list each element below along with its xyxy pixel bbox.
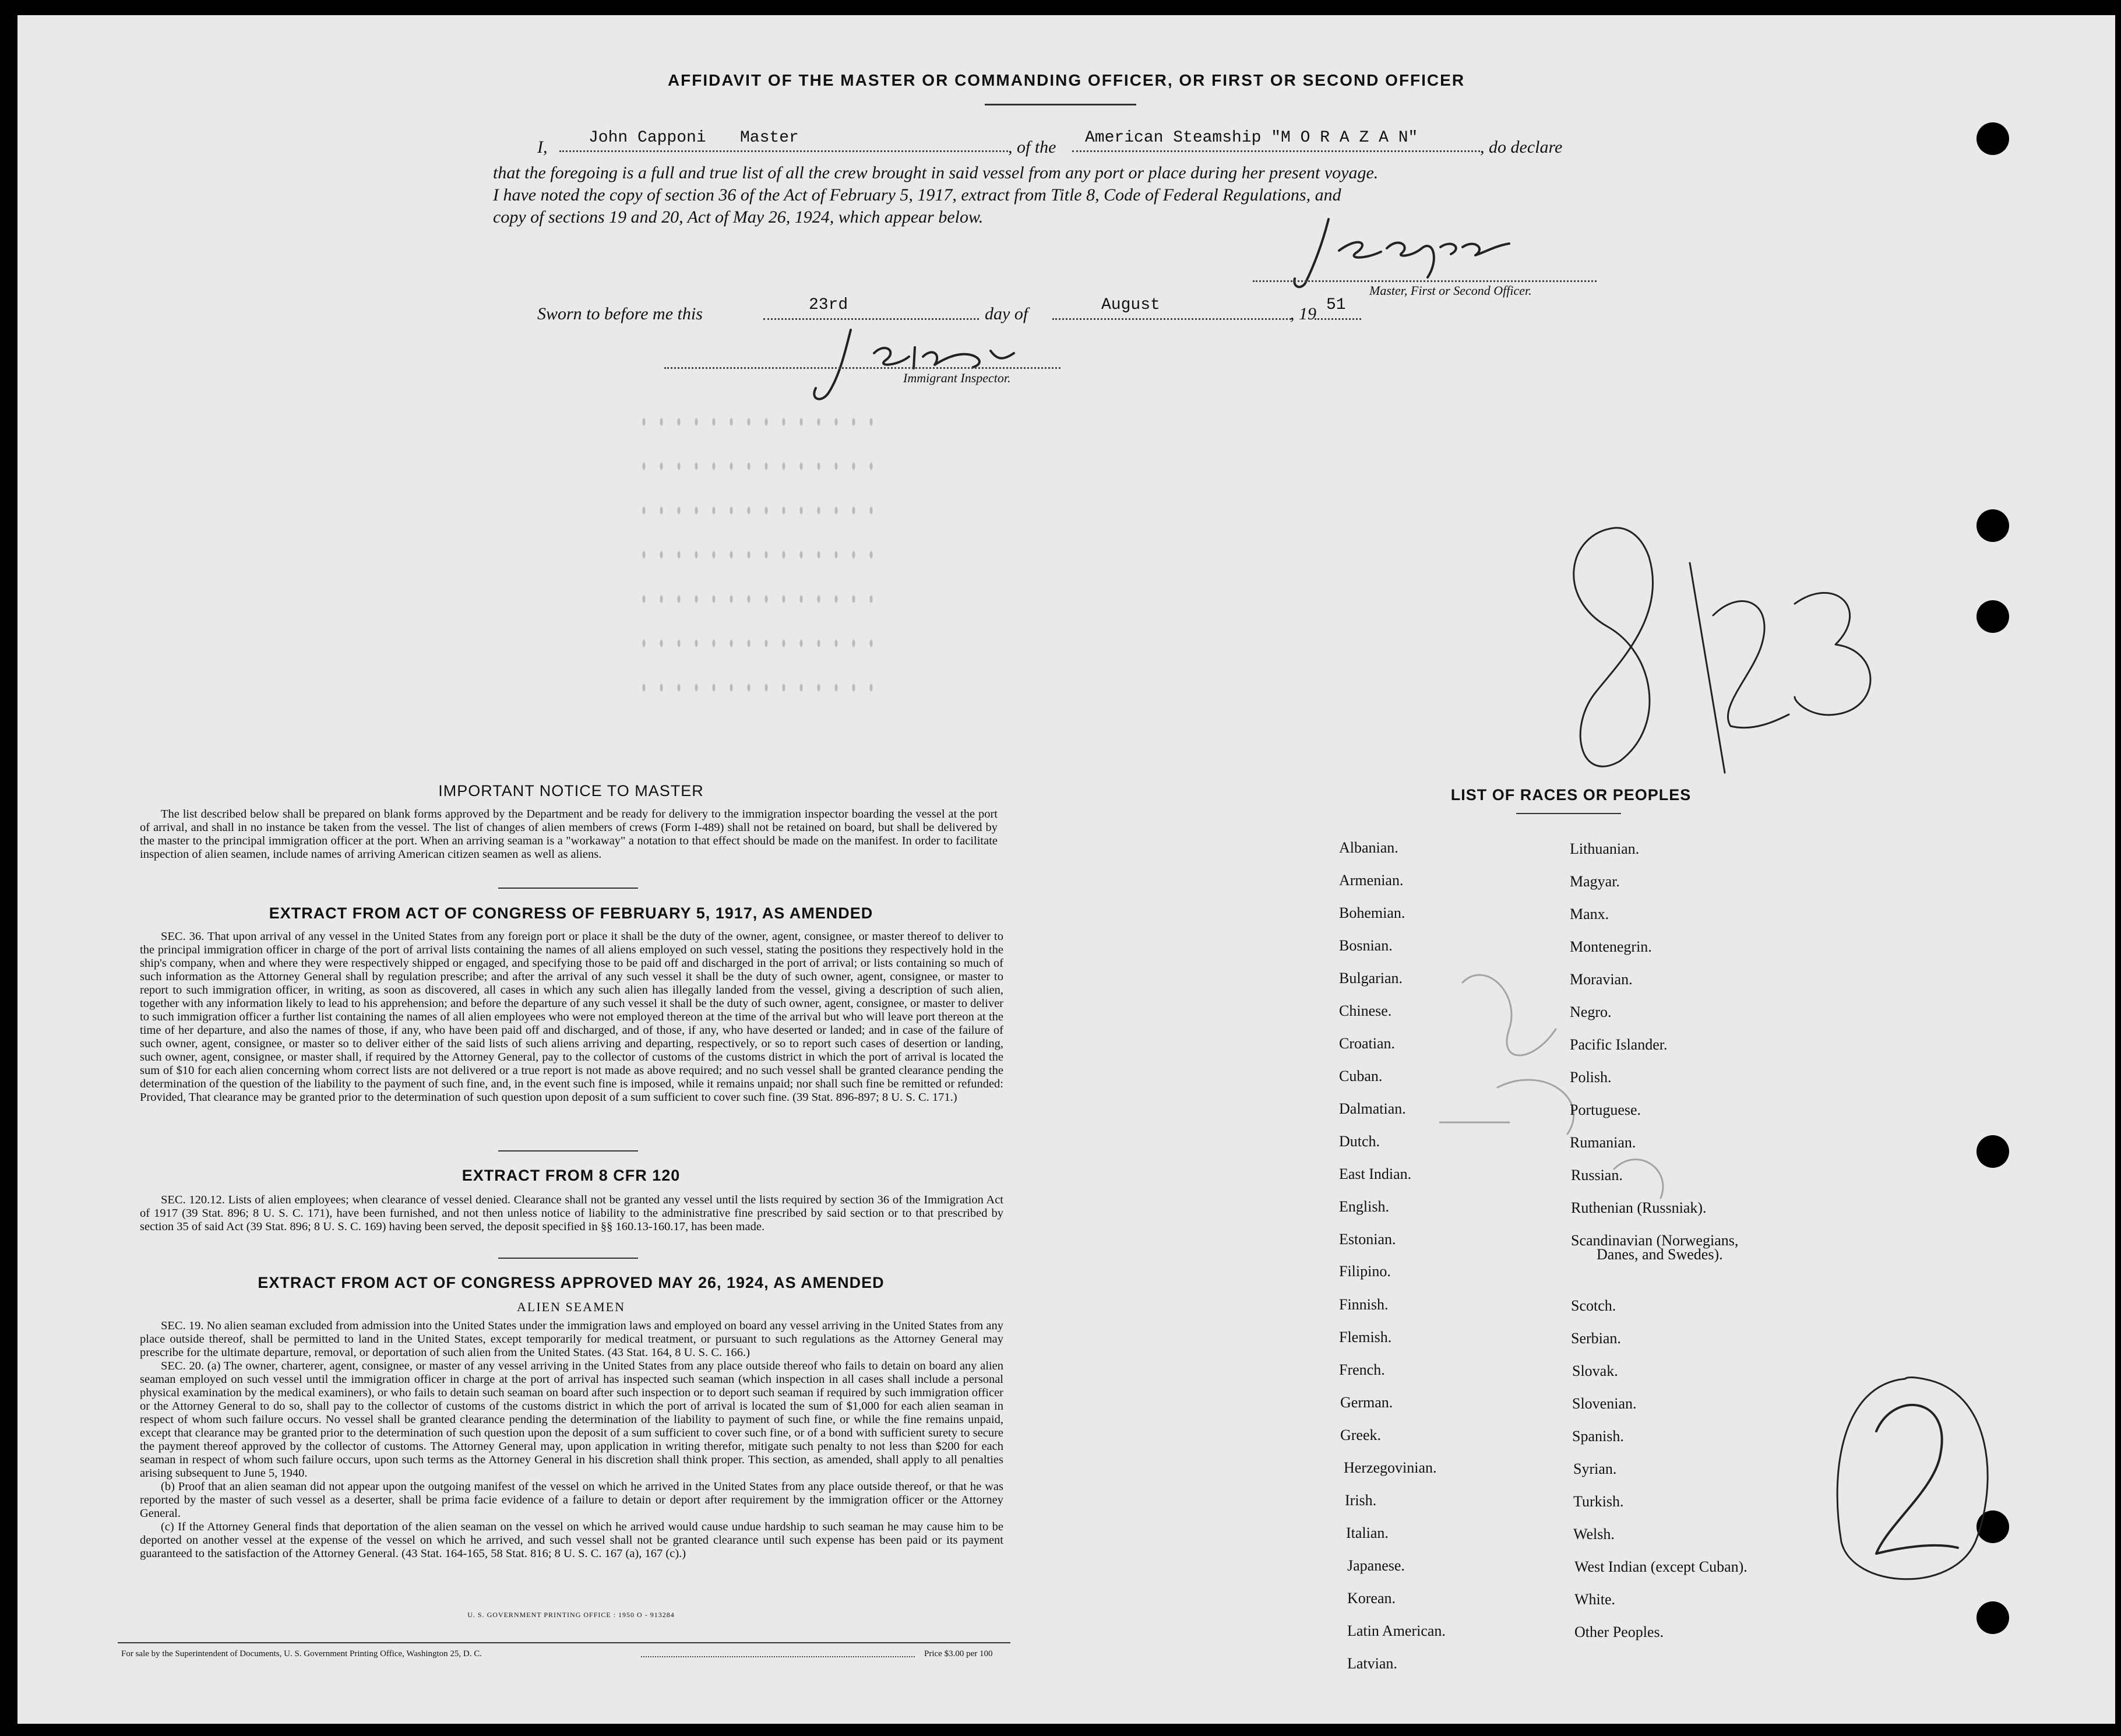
affidavit-title: AFFIDAVIT OF THE MASTER OR COMMANDING OFFICER, OR FIRST OR SECOND OFFICER xyxy=(667,71,1465,89)
races-divider xyxy=(1516,813,1621,814)
race-item: Serbian. xyxy=(1571,1330,1621,1347)
title-rule xyxy=(985,104,1136,105)
notice-title: IMPORTANT NOTICE TO MASTER xyxy=(438,782,704,800)
extract-1924-subtitle: ALIEN SEAMEN xyxy=(517,1300,625,1314)
day-of-label: day of xyxy=(985,304,1028,323)
show-through-dots xyxy=(635,400,880,726)
punch-hole xyxy=(1976,600,2009,633)
extract-1917-divider xyxy=(498,1150,638,1152)
race-item: Lithuanian. xyxy=(1570,840,1640,857)
footer-leader xyxy=(641,1656,915,1657)
race-item: Irish. xyxy=(1345,1492,1377,1509)
race-item: Spanish. xyxy=(1572,1428,1624,1445)
race-item: French. xyxy=(1339,1361,1385,1378)
race-item: Negro. xyxy=(1570,1003,1612,1020)
extract-1917-paragraph: SEC. 36. That upon arrival of any vessel in the United States from any foreign port or place it shall be the duty of the owner, agent, consignee, or master thereof to deliver to the principal immigration officer in charge of the port of arrival lists containing the names of all aliens employed on such vessel, stating the positions they respectively hold in the ship's company, when and where they were respectively shipped or engaged, and specifying those to be paid off and discharged in the port of arrival; or lists containing so much of such information as the Attorney General shall by regulation prescribe; and after the arrival of any such vessel it shall be the duty of such owner, agent, consignee, or master to report to such immigration officer, in writing, as soon as discovered, all cases in which any such alien has illegally landed from the vessel, giving a description of such alien, together with any information likely to lead to his apprehension; and before the departure of any such vessel it shall be the duty of such owner, agent, consignee, or master to deliver to such immigration officer a further list containing the names of all alien employees who were not employed thereon at the time of the arrival but who will leave port thereon at the time of her departure, and also the names of those, if any, who have been paid off and discharged, and of those, if any, who have deserted or landed; and in case of the failure of such owner, agent, consignee, or master so to deliver either of the said lists of such aliens arriving and departing, respectively, or so to report such cases of desertion or landing, such owner, agent, consignee, or master shall, if required by the Attorney General, pay to the collector of customs of the customs district in which the port of arrival is located the sum of $10 for each alien concerning whom correct lists are not delivered or a true report is not made as above required; and no such vessel shall be granted clearance pending the determination of the question of the liability to the payment of such fine, and, in the event such fine is imposed, while it remains unpaid; nor shall such fine be remitted or refunded: Provided, That clearance may be granted prior to the determination of such question upon deposit of a sum sufficient to cover such fine. (39 Stat. 896-897; 8 U. S. C. 171.) xyxy=(140,930,1003,1104)
inspector-caption: Immigrant Inspector. xyxy=(903,371,1011,385)
race-item: Portuguese. xyxy=(1570,1101,1641,1118)
sworn-year: 51 xyxy=(1326,296,1346,314)
footer-rule xyxy=(118,1642,1010,1643)
race-item: Herzegovinian. xyxy=(1344,1459,1437,1476)
race-item: Slovak. xyxy=(1572,1362,1618,1379)
race-item: Italian. xyxy=(1346,1524,1389,1541)
month-fill-line xyxy=(1052,318,1291,320)
race-item: Polish. xyxy=(1570,1069,1612,1086)
race-item: Latvian. xyxy=(1347,1655,1397,1672)
footer-price: Price $3.00 per 100 xyxy=(924,1649,993,1658)
race-item: Cuban. xyxy=(1339,1068,1383,1084)
extract-1917-title: EXTRACT FROM ACT OF CONGRESS OF FEBRUARY 5, 1917, AS AMENDED xyxy=(269,904,873,922)
inspector-signature xyxy=(798,318,1020,406)
race-item: Magyar. xyxy=(1570,873,1620,890)
extract-1924-text xyxy=(140,1319,1003,1561)
race-item: White. xyxy=(1574,1591,1616,1608)
race-item: Pacific Islander. xyxy=(1570,1036,1668,1053)
race-item: Latin American. xyxy=(1347,1622,1446,1639)
master-signature-line xyxy=(1253,280,1597,282)
race-item: Russian. xyxy=(1571,1167,1623,1184)
notice-divider xyxy=(498,888,638,889)
race-item: Japanese. xyxy=(1347,1557,1405,1574)
document-page xyxy=(17,15,2115,1724)
race-item: West Indian (except Cuban). xyxy=(1574,1558,1747,1575)
footer-sale-note: For sale by the Superintendent of Documents, U. S. Government Printing Office, Washington 25, D. C. xyxy=(121,1649,482,1658)
affidavit-name: John Capponi xyxy=(589,129,706,147)
race-item: Other Peoples. xyxy=(1574,1624,1664,1640)
race-item: Greek. xyxy=(1340,1427,1382,1443)
sworn-day: 23rd xyxy=(809,296,848,314)
punch-hole xyxy=(1976,509,2009,542)
punch-hole xyxy=(1976,1601,2009,1634)
race-item: Moravian. xyxy=(1570,971,1633,988)
sworn-label: Sworn to before me this xyxy=(537,304,703,323)
race-item: English. xyxy=(1339,1198,1389,1215)
race-item: Rumanian. xyxy=(1570,1134,1636,1151)
race-item: Bulgarian. xyxy=(1339,970,1403,987)
race-item: Korean. xyxy=(1347,1590,1396,1607)
handwritten-date-mark xyxy=(1532,516,1894,784)
vessel-fill-line xyxy=(1072,150,1480,152)
of-the-label: , of the xyxy=(1008,138,1056,157)
race-item: Scotch. xyxy=(1571,1297,1616,1314)
punch-hole xyxy=(1976,1135,2009,1168)
sec-19-paragraph: SEC. 19. No alien seaman excluded from admission into the United States under the immigration laws and employed on board any vessel arriving in the United States from any place outside thereof, shall be permitted to land in the United States, except temporarily for medical treatment, or pursuant to such regulations as the Attorney General may prescribe for the ultimate departure, removal, or deportation of such alien from the United States. (43 Stat. 164, 8 U. S. C. 166.) xyxy=(140,1319,1003,1359)
master-caption: Master, First or Second Officer. xyxy=(1369,283,1532,298)
inspector-signature-line xyxy=(664,367,1060,369)
extract-cfr-paragraph: SEC. 120.12. Lists of alien employees; when clearance of vessel denied. Clearance shall not be granted any vessel until the lists required by section 36 of the Immigration Act of 1917 (39 Stat. 896; 8 U. S. C. 171), have been furnished, and not then unless notice of liability to the administrative fine prescribed by said section or to that prescribed by section 35 of said Act (39 Stat. 896; 8 U. S. C. 169) having been served, the deposit specified in §§ 160.13-160.17, has been made. xyxy=(140,1193,1003,1233)
do-declare-label: , do declare xyxy=(1480,138,1563,157)
race-item: Scandinavian (Norwegians, xyxy=(1571,1232,1739,1249)
race-item: Croatian. xyxy=(1339,1035,1396,1052)
race-item: Estonian. xyxy=(1339,1231,1396,1248)
punch-hole xyxy=(1976,122,2009,155)
race-item: Turkish. xyxy=(1573,1493,1624,1510)
name-fill-line xyxy=(559,150,1008,152)
race-item: Manx. xyxy=(1570,906,1609,922)
race-item: Albanian. xyxy=(1339,839,1398,856)
affidavit-line-4: copy of sections 19 and 20, Act of May 26, 1924, which appear below. xyxy=(493,207,984,227)
race-item: Syrian. xyxy=(1573,1460,1617,1477)
race-item: Bosnian. xyxy=(1339,937,1393,954)
sec-20c-paragraph: (c) If the Attorney General finds that deportation of the alien seaman on the vessel on which he arrived would cause undue hardship to such seaman he may cause him to be deported on another vessel at the expense of the vessel on which he arrived, and such vessel shall not be granted clearance until such expense has been paid or its payment guaranteed to the satisfaction of the Attorney General. (43 Stat. 164-165, 58 Stat. 816; 8 U. S. C. 167 (a), 167 (c).) xyxy=(140,1520,1003,1560)
race-item: Bohemian. xyxy=(1339,904,1405,921)
master-signature xyxy=(1288,213,1544,295)
race-item: German. xyxy=(1340,1394,1393,1411)
year-fill-line xyxy=(1315,318,1361,320)
race-item: Slovenian. xyxy=(1572,1395,1637,1412)
race-item: Dalmatian. xyxy=(1339,1100,1406,1117)
race-item: Filipino. xyxy=(1339,1263,1391,1280)
sec-20a-paragraph: SEC. 20. (a) The owner, charterer, agent, consignee, or master of any vessel arriving in the United States from any place outside thereof who fails to detain on board any alien seaman employed on such vessel until the immigration officer in charge at the port of arrival has inspected such seaman (which inspection in all cases shall include a personal physical examination by the medical examiners), or who fails to detain such seaman on board after such inspection or to deport such seaman if required by such immigration officer or the Attorney General to do so, shall pay to the collector of customs of the customs district in which the port of arrival is located the sum of $1,000 for each alien seaman in respect of whom such failure occurs. No vessel shall be granted clearance pending the determination of the liability to payment of such fine, or while the fine remains unpaid, except that clearance may be granted prior to the determination of such question upon the deposit of a sum sufficient to cover such fine, or of a bond with sufficient surety to secure the payment thereof approved by the collector of customs. The Attorney General may, upon application in writing therefor, mitigate such penalty to not less than $200 for each seaman in respect of whom such failure occurs, upon such terms as the Attorney General in his discretion shall think proper. This section, as amended, shall apply to all penalties arising subsequent to June 5, 1940. xyxy=(140,1360,1003,1480)
gpo-imprint: U. S. GOVERNMENT PRINTING OFFICE : 1950 O - 913284 xyxy=(467,1611,675,1619)
affidavit-rank: Master xyxy=(740,129,799,147)
race-item: East Indian. xyxy=(1339,1165,1412,1182)
race-item: Flemish. xyxy=(1339,1329,1392,1346)
extract-1917-text xyxy=(140,930,1003,1104)
year-prefix: , 19 xyxy=(1290,304,1316,323)
affidavit-line-2: that the foregoing is a full and true list of all the crew brought in said vessel from any port or place during her present voyage. xyxy=(493,163,1379,182)
race-item: Armenian. xyxy=(1339,872,1404,889)
notice-paragraph: The list described below shall be prepared on blank forms approved by the Department and be ready for delivery to the immigration inspector boarding the vessel at the port of arrival, and shall in no instance be taken from the vessel. The list of changes of alien members of crews (Form I-489) shall not be retained on board, but shall be delivered by the master to the principal immigration officer at the port. When an arriving seaman is a "workaway" a notation to that effect should be made on the manifest. In order to facilitate inspection of alien seamen, include names of arriving American citizen seamen as well as aliens. xyxy=(140,808,998,861)
race-item: Montenegrin. xyxy=(1570,938,1652,955)
sec-20b-paragraph: (b) Proof that an alien seaman did not appear upon the outgoing manifest of the vessel on which he arrived in the United States from any place outside thereof, or that he was reported by the master of such vessel as a deserter, shall be prima facie evidence of a failure to detain or deport after requirement by the immigration officer or the Attorney General. xyxy=(140,1480,1003,1520)
race-item: Chinese. xyxy=(1339,1002,1392,1019)
affidavit-i-label: I, xyxy=(537,138,548,157)
race-item: Dutch. xyxy=(1339,1133,1380,1150)
extract-cfr-text xyxy=(140,1193,1003,1234)
extract-cfr-divider xyxy=(498,1258,638,1259)
extract-1924-title: EXTRACT FROM ACT OF CONGRESS APPROVED MAY 26, 1924, AS AMENDED xyxy=(258,1274,885,1291)
extract-cfr-title: EXTRACT FROM 8 CFR 120 xyxy=(461,1167,681,1184)
vessel-name: American Steamship "M O R A Z A N" xyxy=(1085,129,1418,147)
notice-text xyxy=(140,808,998,861)
sworn-month: August xyxy=(1101,296,1160,314)
affidavit-line-3: I have noted the copy of section 36 of the Act of February 5, 1917, extract from Title 8, Code of Federal Regulations, and xyxy=(493,185,1341,205)
circled-number-mark xyxy=(1818,1367,2004,1600)
race-item: Danes, and Swedes). xyxy=(1597,1246,1723,1263)
race-item: Ruthenian (Russniak). xyxy=(1571,1199,1707,1216)
race-item: Finnish. xyxy=(1339,1296,1389,1313)
race-item: Welsh. xyxy=(1573,1526,1615,1543)
races-title: LIST OF RACES OR PEOPLES xyxy=(1450,786,1692,804)
